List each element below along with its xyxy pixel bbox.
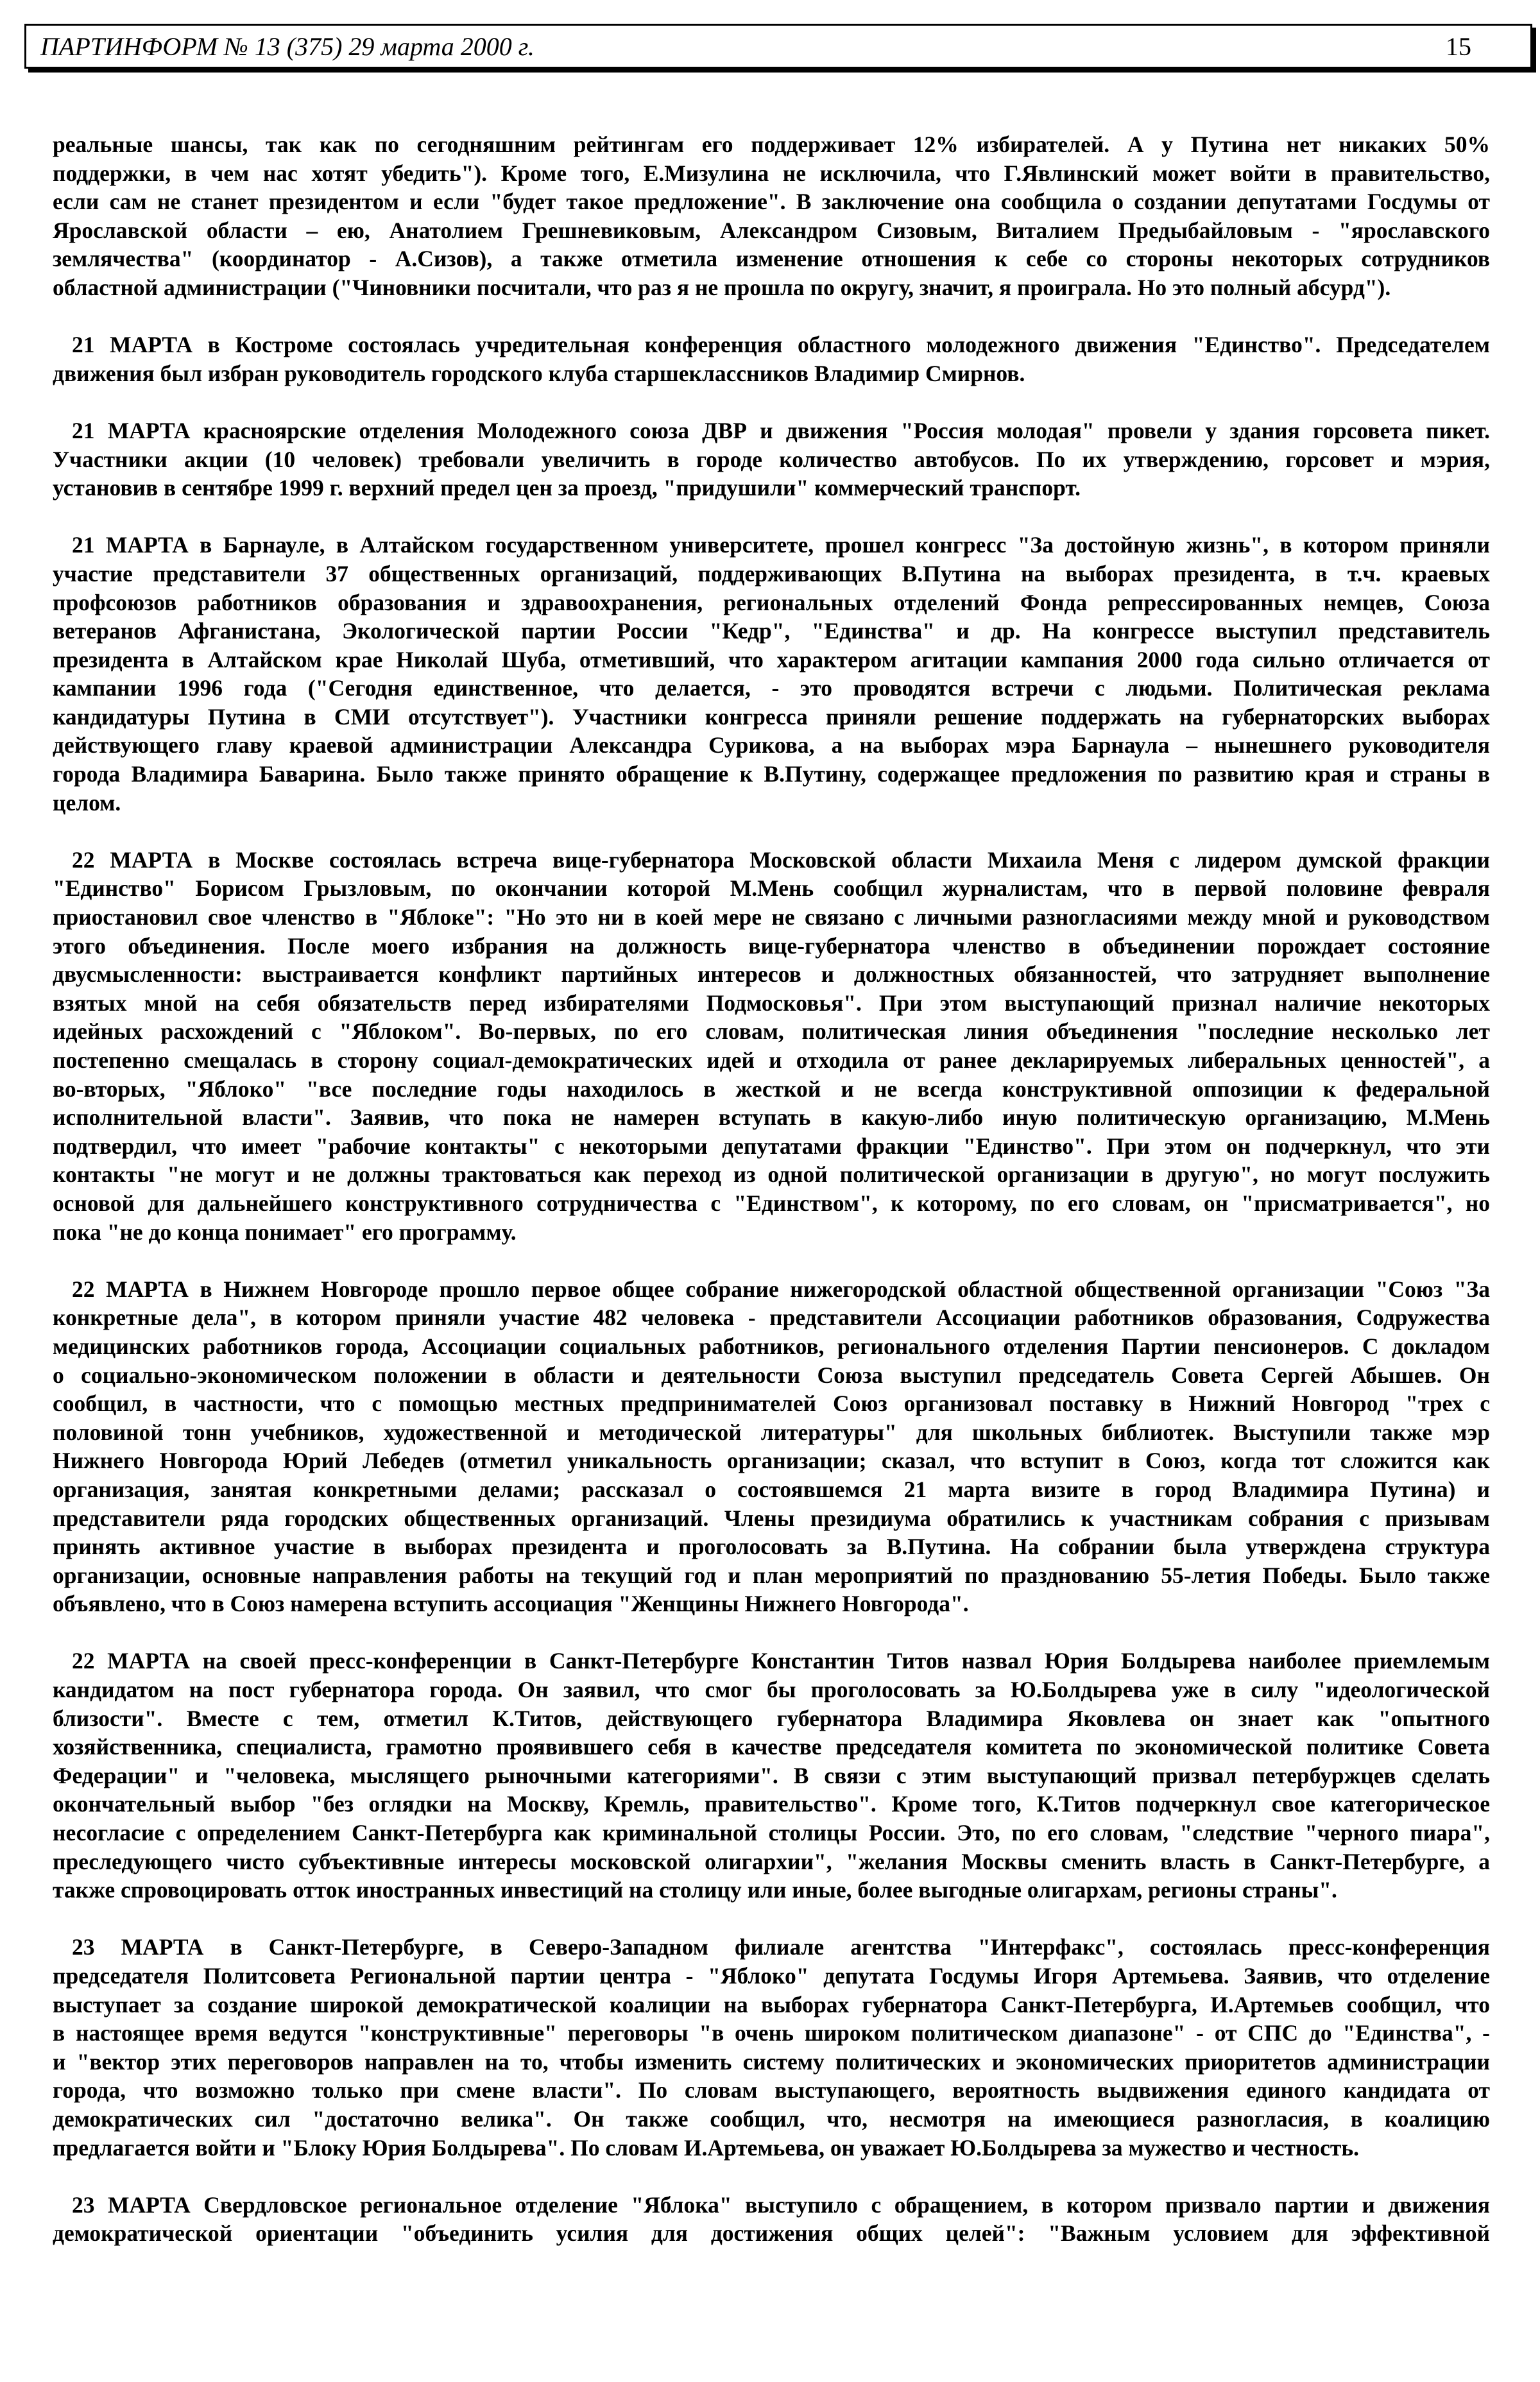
text-line: двусмысленности: выстраивается конфликт партийных интересов и должностных обязанностей, что затрудняет выполнение xyxy=(53,961,1490,988)
text-line: объявлено, что в Союз намерена вступить ассоциация "Женщины Нижнего Новгорода". xyxy=(53,1591,969,1617)
text-line: реальные шансы, так как по сегодняшним рейтингам его поддерживает 12% избирателей. А у Путина нет никаких 50% xyxy=(53,132,1490,157)
text-line: 23 МАРТА в Санкт-Петербурге, в Северо-Западном филиале агентства "Интерфакс", состоялась пресс-конференция xyxy=(72,1934,1490,1960)
text-line: взятых мной на себя обязательств перед избирателями Подмосковья". При этом выступающий признал наличие некоторых xyxy=(53,990,1490,1016)
text-line: несогласие с определением Санкт-Петербурга как криминальной столицы России. Это, по его словам, "следствие "черного пиара", xyxy=(53,1820,1490,1846)
text-line: исполнительной власти". Заявив, что пока не намерен вступать в какую-либо иную политическую организацию, М.Мень xyxy=(53,1104,1490,1131)
text-line: города Владимира Баварина. Было также принято обращение к В.Путину, содержащее предложения по развитию края и страны в xyxy=(53,761,1490,787)
text-line: идейных расхождений с "Яблоком". Во-первых, по его словам, политическая линия объединения "последние несколько лет xyxy=(53,1018,1490,1045)
text-line: областной администрации ("Чиновники посчитали, что раз я не прошла по округу, значит, я проиграла. Но это полный абсурд"). xyxy=(53,274,1391,300)
text-line: выступает за создание широкой демократической коалиции на выборах губернатора Санкт-Петербурга, И.Артемьев сообщил, что xyxy=(53,1991,1490,2018)
text-line: 21 МАРТА в Костроме состоялась учредительная конференция областного молодежного движения "Единство". Председателем xyxy=(72,332,1490,358)
text-line: землячества" (координатор - А.Сизов), а также отметила изменение отношения к себе со стороны некоторых сотрудников xyxy=(53,246,1490,272)
text-line: демократической ориентации "объединить усилия для достижения общих целей": "Важным условием для эффективной xyxy=(53,2220,1490,2247)
page-number: 15 xyxy=(1446,31,1471,61)
text-line: также спровоцировать отток иностранных инвестиций на столицу или иные, более выгодные олигархам, регионы страны". xyxy=(53,1877,1337,1903)
text-line: 21 МАРТА красноярские отделения Молодежного союза ДВР и движения "Россия молодая" провели у здания горсовета пикет. xyxy=(72,417,1490,443)
text-line: 22 МАРТА на своей пресс-конференции в Санкт-Петербурге Константин Титов назвал Юрия Болдырева наиболее приемлемым xyxy=(72,1648,1490,1674)
text-line: кандидатуры Путина в СМИ отсутствует"). Участники конгресса приняли решение поддержать на губернаторских выборах xyxy=(53,703,1490,730)
text-line: предлагается войти и "Блоку Юрия Болдырева". По словам И.Артемьева, он уважает Ю.Болдырева за мужество и честность. xyxy=(53,2134,1359,2161)
text-line: близости". Вместе с тем, отметил К.Титов, действующего губернатора Владимира Яковлева он знает как "опытного xyxy=(53,1705,1490,1731)
text-line: основой для дальнейшего конструктивного сотрудничества с "Единством", к которому, по его словам, он "присматривается", но xyxy=(53,1190,1490,1216)
news-paragraph xyxy=(53,130,1490,302)
text-line: постепенно смещалась в сторону социал-демократических идей и отходила от ранее декларируемых либеральных ценностей", а xyxy=(53,1047,1490,1073)
text-line: города, что возможно только при смене власти". По словам выступающего, вероятность выдвижения единого кандидата от xyxy=(53,2077,1490,2104)
news-paragraph xyxy=(53,1275,1490,1618)
page-header xyxy=(24,24,1532,69)
text-line: профсоюзов работников образования и здравоохранения, региональных отделений Фонда репрессированных немцев, Союза xyxy=(53,589,1490,615)
text-line: если сам не станет президентом и если "будет такое предложение". В заключение она сообщила о создании депутатами Госдумы от xyxy=(53,189,1490,215)
news-paragraph xyxy=(53,1647,1490,1904)
text-line: подтвердил, что имеет "рабочие контакты" с некоторыми депутатами фракции "Единство". При этом он подчеркнул, что эти xyxy=(53,1133,1490,1159)
text-line: приостановил свое членство в "Яблоке": "Но это ни в коей мере не связано с личными разногласиями между мной и руководством xyxy=(53,904,1490,930)
text-line: 22 МАРТА в Москве состоялась встреча вице-губернатора Московской области Михаила Меня с лидером думской фракции xyxy=(72,846,1490,873)
text-line: окончательный выбор "без оглядки на Москву, Кремль, правительство". Кроме того, К.Титов подчеркнул свое категорическое xyxy=(53,1791,1490,1817)
text-line: контакты "не могут и не должны трактоваться как переход из одной политической организации в другую", но могут послужить xyxy=(53,1161,1490,1188)
article-body xyxy=(53,130,1490,2277)
text-line: президента в Алтайском крае Николай Шуба, отметивший, что характером агитации кампания 2000 года сильно отличается от xyxy=(53,646,1490,673)
text-line: конкретные дела", в котором приняли участие 482 человека - представители Ассоциации работников образования, Содружества xyxy=(53,1305,1490,1331)
text-line: Участники акции (10 человек) требовали увеличить в городе количество автобусов. По их утверждению, горсовет и мэрия, xyxy=(53,446,1490,472)
text-line: Ярославской области – ею, Анатолием Грешневиковым, Александром Сизовым, Виталием Предыбайловым - "ярославского xyxy=(53,217,1490,243)
text-line: участие представители 37 общественных организаций, поддерживающих В.Путина на выборах президента, в т.ч. краевых xyxy=(53,560,1490,587)
text-line: и "вектор этих переговоров направлен на то, чтобы изменить систему политических и экономических приоритетов администрации xyxy=(53,2048,1490,2075)
text-line: во-вторых, "Яблоко" "все последние годы находилось в жесткой и не всегда конструктивной оппозиции к федеральной xyxy=(53,1075,1490,1102)
text-line: преследующего чисто субъективные интересы московской олигархии", "желания Москвы сменить власть в Санкт-Петербурге, а xyxy=(53,1848,1490,1874)
news-paragraph xyxy=(53,1933,1490,2162)
text-line: сообщил, в частности, что с помощью местных предпринимателей Союз организовал поставку в Нижний Новгород "трех с xyxy=(53,1391,1490,1417)
text-line: пока "не до конца понимает" его программу. xyxy=(53,1219,517,1245)
text-line: представители ряда городских общественных организаций. Члены президиума обратились к участникам собрания с призывам xyxy=(53,1505,1490,1531)
publication-title: ПАРТИНФОРМ № 13 (375) 29 марта 2000 г. xyxy=(40,31,535,61)
text-line: председателя Политсовета Региональной партии центра - "Яблоко" депутата Госдумы Игоря Артемьева. Заявив, что отделение xyxy=(53,1963,1490,1989)
text-line: целом. xyxy=(53,789,121,816)
text-line: в настоящее время ведутся "конструктивные" переговоры "в очень широком политическом диапазоне" - от СПС до "Единства", - xyxy=(53,2020,1490,2046)
text-line: поддержки, в чем нас хотят убедить"). Кроме того, Е.Мизулина не исключила, что Г.Явлинский может войти в правительство, xyxy=(53,160,1490,186)
text-line: этого объединения. После моего избрания на должность вице-губернатора членство в объединении порождает состояние xyxy=(53,932,1490,959)
text-line: организации, основные направления работы на текущий год и план мероприятий по празднованию 55-летия Победы. Было также xyxy=(53,1562,1490,1588)
news-paragraph xyxy=(53,416,1490,502)
text-line: принять активное участие в выборах президента и проголосовать за В.Путина. На собрании была утверждена структура xyxy=(53,1534,1490,1560)
text-line: 23 МАРТА Свердловское региональное отделение "Яблока" выступило с обращением, в котором призвало партии и движения xyxy=(72,2191,1490,2218)
text-line: организация, занятая конкретными делами; рассказал о состоявшемся 21 марта визите в город Владимира Путина) и xyxy=(53,1476,1490,1502)
text-line: о социально-экономическом положении в области и деятельности Союза выступил председатель Совета Сергей Абышев. Он xyxy=(53,1362,1490,1388)
text-line: демократических сил "достаточно велика". Он также сообщил, что, несмотря на имеющиеся разногласия, в коалицию xyxy=(53,2105,1490,2132)
text-line: кампании 1996 года ("Сегодня единственное, что делается, - это проводятся встречи с людьми. Политическая реклама xyxy=(53,675,1490,701)
text-line: хозяйственника, специалиста, грамотно проявившего себя в качестве председателя комитета по экономической политике Совета xyxy=(53,1734,1490,1760)
text-line: ветеранов Афганистана, Экологической партии России "Кедр", "Единства" и др. На конгрессе выступил представитель xyxy=(53,618,1490,644)
text-line: Нижнего Новгорода Юрий Лебедев (отметил уникальность организации; сказал, что вступит в Союз, когда тот сложится как xyxy=(53,1448,1490,1474)
text-line: установив в сентябре 1999 г. верхний предел цен за проезд, "придушили" коммерческий транспорт. xyxy=(53,475,1081,501)
text-line: движения был избран руководитель городского клуба старшеклассников Владимир Смирнов. xyxy=(53,360,1025,386)
news-paragraph xyxy=(53,330,1490,388)
text-line: кандидатом на пост губернатора города. Он заявил, что смог бы проголосовать за Ю.Болдырева уже в силу "идеологической xyxy=(53,1677,1490,1703)
text-line: медицинских работников города, Ассоциации социальных работников, регионального отделения Партии пенсионеров. С докладом xyxy=(53,1333,1490,1359)
news-paragraph xyxy=(53,531,1490,817)
text-line: действующего главу краевой администрации Александра Сурикова, а на выборах мэра Барнаула – нынешнего руководителя xyxy=(53,732,1490,758)
text-line: Федерации" и "человека, мыслящего рыночными категориями". В связи с этим выступающий призвал петербуржцев сделать xyxy=(53,1762,1490,1788)
text-line: 21 МАРТА в Барнауле, в Алтайском государственном университете, прошел конгресс "За достойную жизнь", в котором приняли xyxy=(72,532,1490,558)
news-paragraph xyxy=(53,846,1490,1246)
text-line: 22 МАРТА в Нижнем Новгороде прошло первое общее собрание нижегородской областной общественной организации "Союз "За xyxy=(72,1276,1490,1302)
text-line: половиной тонн учебников, художественной и методической литературы" для школьных библиотек. Выступили также мэр xyxy=(53,1419,1490,1445)
text-line: "Единство" Борисом Грызловым, по окончании которой М.Мень сообщил журналистам, что в первой половине февраля xyxy=(53,875,1490,902)
news-paragraph xyxy=(53,2191,1490,2248)
